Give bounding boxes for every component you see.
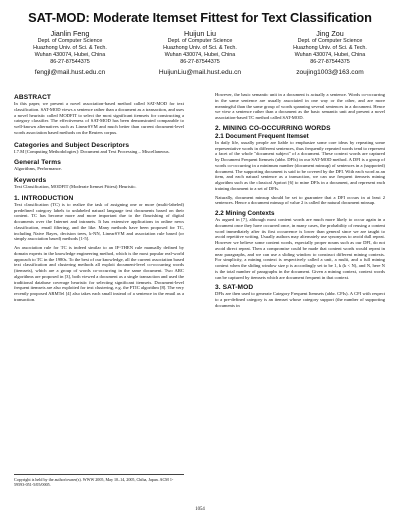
right-column <box>215 92 385 309</box>
author-univ: Huazhong Univ. of Sci. & Tech. <box>33 45 107 52</box>
section-2-1-heading: 2.1 Document Frequent Itemset <box>215 132 309 140</box>
abstract-heading: ABSTRACT <box>14 94 52 101</box>
intro-continuation-paragraph: However, the basic semantic unit in a document is actually a sentence. Words co-occurring in the same sentence are usually associated in one way or the other, and are more meaningful than the same group of words spanning several sentences in a document. Hence we view a sentence rather than a document as the basic semantic unit and present a novel association-based TC method called SAT-MOD. <box>215 92 385 120</box>
section-2-heading: 2. MINING CO-OCCURRING WORDS <box>215 124 331 132</box>
section-3-paragraph: DFIs are then used to generate Category Frequent Itemsets (abbr. CFIs). A CFI with respect to a pre-defined category is an itemset whose category support (the number of supporting documents in <box>215 291 385 308</box>
author-phone: 86-27-87544375 <box>50 59 90 66</box>
author-phone: 86-27-87544375 <box>180 59 220 66</box>
copyright-notice: Copyright is held by the author/owner(s). WWW 2005, May 10–14, 2005, Chiba, Japan. ACM 1-59593-051-5/05/0005. <box>14 474 184 487</box>
author-univ: Huazhong Univ. of Sci. & Tech. <box>293 45 367 52</box>
section-3-heading: 3. SAT-MOD <box>215 284 254 292</box>
author-email: HuijunLiu@mail.hust.edu.cn <box>158 69 242 77</box>
introduction-paragraph-1: Text classification (TC) is to realize the task of assigning one or more (multi-labeled) predefined category labels to unlabeled natural language text documents based on their content. TC has become more and more important due to the flourishing of digital documents over the Internet and intranets. It has extensive applications in online news classification, email filtering, and the like. Many methods have been proposed for TC, including Naive Bayes, decision trees, k-NN, LinearSVM and association rule based (or simply association based) methods [1-5]. <box>14 201 184 242</box>
author-block-3 <box>266 29 394 78</box>
author-city: Wuhan 430074, Hubei, China <box>294 52 366 59</box>
categories-text: I.7.M [Computing Methodologies]: Document and Text Processing – Miscellaneous. <box>14 148 170 154</box>
introduction-paragraph-2: An association rule for TC is indeed similar to an IF-THEN rule manually defined by domain experts in the knowledge engineering method, which is the most popular real-world approach to TC in the 1980s. To the best of our knowledge, all the current association based text classification and clustering methods all exploit document-level co-occurring words (itemsets), which are a group of words co-occurring in the same document. Two ARC algorithms are proposed in [3], both viewed a document as a single transaction and used the traditional database coverage heuristic for selecting significant itemsets. Document-level frequent itemsets are also exploited for text clustering, e.g. the FTIC algorithm [8]. The very recently proposed ARMTel [4] also takes each small instead of a sentence in the email as a transaction. <box>14 245 184 302</box>
general-terms-heading: General Terms <box>14 159 61 167</box>
categories-heading: Categories and Subject Descriptors <box>14 141 130 149</box>
abstract-text: In this paper, we present a novel association-based method called SAT-MOD for text classification. SAT-MOD views a sentence rather than a document as a transaction, and uses a novel heuristic called MODFIT to select the most significant itemsets for constructing a category classifier. The effectiveness of SAT-MOD has been demonstrated comparable to well-known alternatives such as LinearSVM and much better than current document-level words association based methods on the Reuters corpus. <box>14 101 184 135</box>
author-dept: Dept. of Computer Science <box>167 38 233 44</box>
author-block-1 <box>6 29 134 78</box>
author-city: Wuhan 430074, Hubei, China <box>164 52 236 59</box>
author-name: Huijun Liu <box>184 29 216 38</box>
keywords-text: Text Classification, MODFIT (Moderate Itemset Fittest) Heuristic. <box>14 184 137 189</box>
general-terms-text: Algorithms, Performance. <box>14 166 62 172</box>
author-block-2 <box>136 29 264 78</box>
author-email: zoujing1003@163.com <box>296 69 364 77</box>
author-phone: 86-27-87544375 <box>310 59 350 66</box>
author-name: Jianlin Feng <box>50 29 90 38</box>
section-2-2-heading: 2.2 Mining Contexts <box>215 210 275 217</box>
author-dept: Dept. of Computer Science <box>297 38 363 44</box>
author-dept: Dept. of Computer Science <box>37 38 103 44</box>
author-city: Wuhan 430074, Hubei, China <box>34 52 106 59</box>
section-2-1-paragraph-2: Naturally, document minsup should be set to guarantee that a DFI occurs in at least 2 sentences. Hence a document minsup of value 2 is called the natural document minsup. <box>215 194 385 206</box>
author-email: fengjl@mail.hust.edu.cn <box>34 69 106 77</box>
paper-title: SAT-MOD: Moderate Itemset Fittest for Text Classification <box>28 10 372 25</box>
keywords-heading: Keywords <box>14 177 47 184</box>
introduction-heading: 1. INTRODUCTION <box>14 194 74 202</box>
left-column <box>14 92 184 303</box>
author-univ: Huazhong Univ. of Sci. & Tech. <box>163 45 237 52</box>
section-2-2-paragraph: As argued in [7], although most content words are much more likely to occur again in a document once they have occurred once, in many cases, the probability of reusing a content word immediately after its first occurrence is lower than general since we are taught to avoid repetitive writing. Usually authors may alternately use synonyms to avoid dull repeat. However we believe some content words, especially proper nouns such as our DFI, do not avoid direct repeat. Then a compromise could be made that content words would repeat in near paragraphs, and we can use a sliding window to construct different mining contexts. For simplicity, a mining context is respectively called a unit, a multi, and a full mining context when the sliding window size p is accordingly set to be 1, k (k < N), and N, here N is the total number of paragraphs in the document. Given a mining context, context words can be captured by itemsets which are document frequent in that context. <box>215 217 385 280</box>
section-2-1-paragraph-1: In daily life, usually people are liable to emphasize some core ideas by repeating some representative words in different sentences, thus frequently repeated words tend to represent a facet of the whole "document subject" of a document. These context words are captured by Document Frequent Itemsets (abbr. DFIs) in our SAT-MOD method. A DFI is a group of words co-occurring in a minimum number (document minsup) of sentences in a (supported) document. The supporting document is said to be covered by the DFI. With each word as an item, and each natural sentence as a transaction, we can use frequent itemsets mining algorithm such as the classical Apriori [6] to mine DFIs in a document, and represent each training document to a set of DFIs. <box>215 139 385 191</box>
author-name: Jing Zou <box>316 29 344 38</box>
page-number: 1054 <box>195 507 205 512</box>
